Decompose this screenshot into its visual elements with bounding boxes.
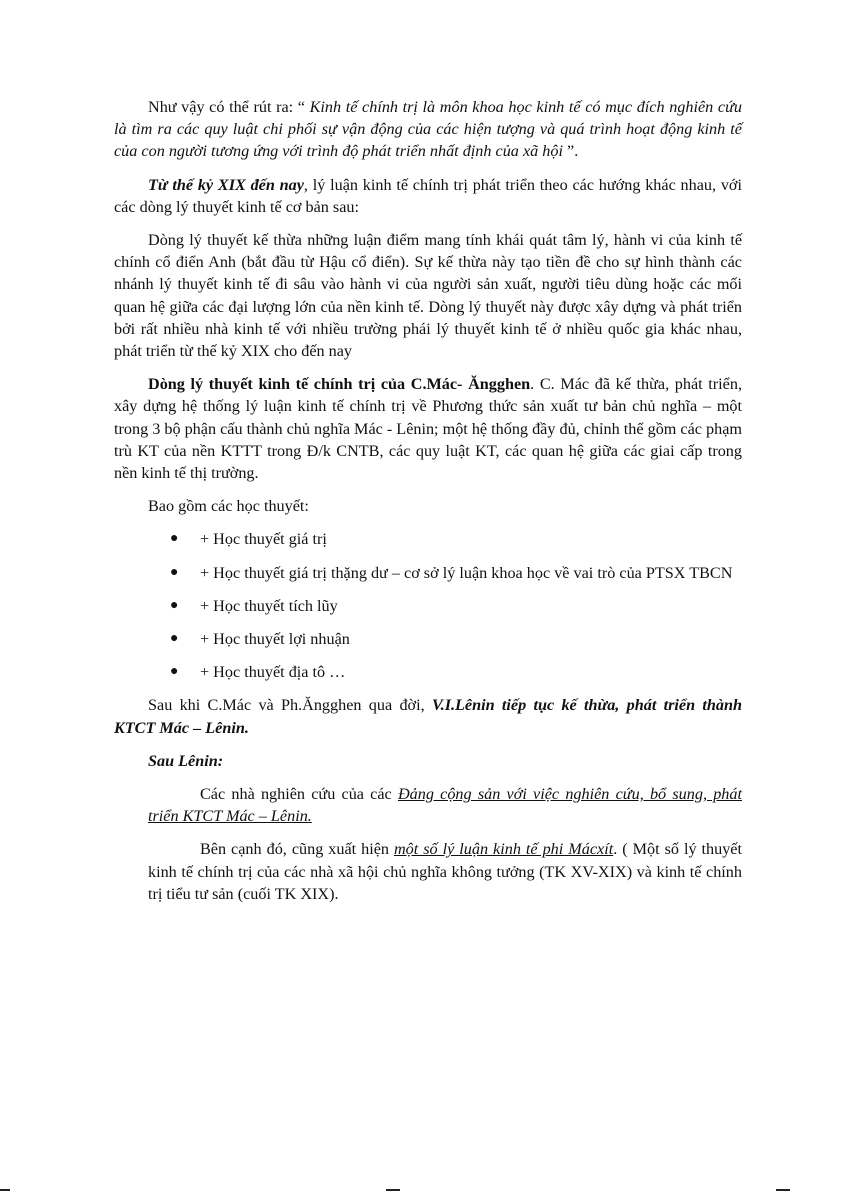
list-item: ● + Học thuyết lợi nhuận <box>114 628 742 650</box>
list-item: ● + Học thuyết tích lũy <box>114 595 742 617</box>
non-marxist-text: Bên cạnh đó, cũng xuất hiện <box>200 840 394 859</box>
non-marxist-underlined: một số lý luận kinh tế phi Mácxít <box>393 840 614 859</box>
communist-parties-text: Các nhà nghiên cứu của các <box>200 785 398 804</box>
marx-engels-paragraph <box>114 373 742 484</box>
theory-list <box>114 528 742 683</box>
after-lenin-heading: Sau Lênin: <box>148 751 224 770</box>
bullet-icon: ● <box>170 564 179 580</box>
nineteenth-century-paragraph <box>114 174 742 218</box>
nineteenth-century-text: , lý luận kinh tế chính trị phát triển theo các hướng khác nhau, với các dòng lý thuyết kinh tế cơ bản sau: <box>114 175 742 216</box>
bullet-icon: ● <box>170 531 179 547</box>
classical-theory-paragraph: Dòng lý thuyết kế thừa những luận điểm mang tính khái quát tâm lý, hành vi của kinh tế chính cổ điển Anh (bắt đầu từ Hậu cổ điển). Sự kế thừa này tạo tiền đề cho sự hình thành các nhánh lý thuyết kinh tế đi sâu vào hành vi của người sản xuất, người tiêu dùng hoặc các mối quan hệ giữa các đại lượng lớn của nền kinh tế. Dòng lý thuyết này được xây dựng và phát triển bởi rất nhiều nhà kinh tế với nhiều trường phái lý thuyết kinh tế ở nhiều quốc gia khác nhau, phát triển từ thế kỷ XIX cho đến nay <box>114 231 742 361</box>
marx-engels-text: . C. Mác đã kế thừa, phát triển, xây dựng hệ thống lý luận kinh tế chính trị về Phương thức sản xuất tư bản chủ nghĩa – một trong 3 bộ phận cấu thành chủ nghĩa Mác - Lênin; một hệ thống đầy đủ, chỉnh thể gồm các phạm trù KT của nền KTTT trong Đ/k CNTB, các quy luật KT, các quan hệ giữa các giai cấp trong nền kinh tế thị trường. <box>114 375 743 483</box>
nineteenth-century-emphasis: Từ thế kỷ XIX đến nay <box>148 175 304 194</box>
lenin-text: Sau khi C.Mác và Ph.Ăngghen qua đời, <box>148 696 432 715</box>
bullet-icon: ● <box>170 597 179 613</box>
lenin-paragraph <box>114 694 742 738</box>
list-item: ● + Học thuyết địa tô … <box>114 661 742 683</box>
communist-parties-underlined: Đảng cộng sản với việc nghiên cứu, bổ sung, phát triển KTCT Mác – Lênin. <box>148 785 742 826</box>
conclusion-paragraph <box>114 96 742 163</box>
conclusion-tail: ”. <box>562 142 579 161</box>
bullet-icon: ● <box>170 631 179 647</box>
list-item: ● + Học thuyết giá trị thặng dư – cơ sở lý luận khoa học về vai trò của PTSX TBCN <box>114 562 742 584</box>
conclusion-lead: Như vậy có thể rút ra: “ <box>148 98 310 116</box>
non-marxist-tail: . ( Một số lý thuyết kinh tế chính trị của các nhà xã hội chủ nghĩa không tưởng (TK XV-XIX) và kinh tế chính trị tiểu tư sản (cuối TK XIX). <box>148 840 742 903</box>
lenin-emphasis: V.I.Lênin tiếp tục kế thừa, phát triển thành KTCT Mác – Lênin. <box>114 696 742 737</box>
list-item: ● + Học thuyết giá trị <box>114 528 742 550</box>
communist-parties-paragraph <box>114 783 742 827</box>
definition-quote: Kinh tế chính trị là môn khoa học kinh tế có mục đích nghiên cứu là tìm ra các quy luật chi phối sự vận động của các hiện tượng và quá trình hoạt động kinh tế của con người tương ứng với trình độ phát triển nhất định của xã hội <box>114 98 742 161</box>
bullet-icon: ● <box>170 664 179 680</box>
marx-engels-heading: Dòng lý thuyết kinh tế chính trị của C.Mác- Ăngghen <box>148 375 531 394</box>
includes-label: Bao gồm các học thuyết: <box>148 497 309 516</box>
non-marxist-paragraph <box>114 838 742 905</box>
document-body <box>114 96 742 916</box>
